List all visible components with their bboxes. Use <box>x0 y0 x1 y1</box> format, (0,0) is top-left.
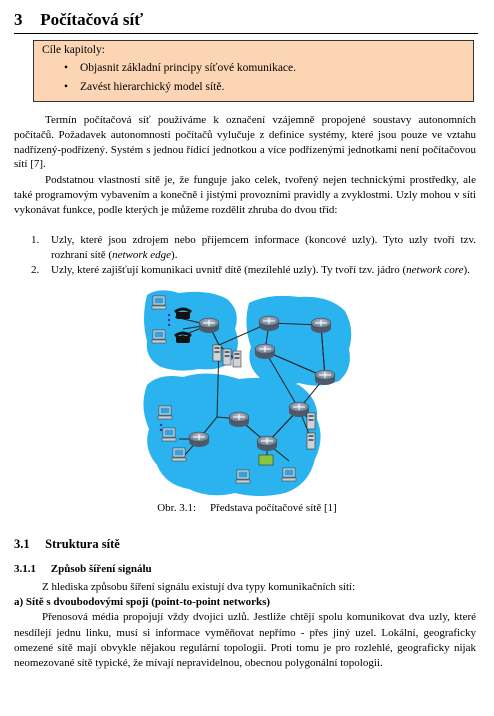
router-icon <box>311 318 331 333</box>
router-icon <box>259 316 279 331</box>
server-icon <box>233 351 241 367</box>
goals-label: Cíle kapitoly: <box>42 44 105 56</box>
computer-icon <box>172 448 186 461</box>
chapter-rule <box>14 33 478 34</box>
paragraph-text: Z hlediska způsobu šíření signálu existují dva typy komunikačních sítí: <box>42 581 356 593</box>
section-number: 3.1 <box>14 537 30 551</box>
subsection-title: Způsob šíření signálu <box>50 563 152 575</box>
network-figure <box>139 289 355 499</box>
paragraph-text: Přenosová média propojují vždy dvojici uzlů. Jestliže chtějí spolu komunikovat dva uzly, které nesdílejí jednu linku, musí si informace vyměňovat nepřímo - přes jiný uzel. Lokální, geograficky omezené sítě mají obvykle nějakou regulární topologii. Proti tomu je pro rozlehlé, geograficky nijak neomezované sítě typické, že mívají nepravidelnou, obecnou polygonální topologii. <box>14 611 476 670</box>
chapter-goals-box <box>33 40 474 102</box>
list-text: Uzly, které jsou zdrojem nebo příjemcem informace (koncové uzly). Tyto uzly tvoří tzv. rozhraní sítě ( <box>51 234 476 261</box>
chapter-title: Počítačová síť <box>40 10 144 29</box>
router-icon <box>289 402 309 417</box>
server-icon <box>213 345 221 361</box>
server-icon <box>223 349 231 365</box>
list-number: 2. <box>31 263 40 276</box>
router-icon <box>189 432 209 447</box>
phone-icon <box>175 309 191 319</box>
list-item: 1. Uzly, které jsou zdrojem nebo příjemcem informace (koncové uzly). Tyto uzly tvoří tzv. rozhraní sítě (network edge). <box>31 234 476 261</box>
section-heading <box>14 537 120 552</box>
router-icon <box>199 318 219 333</box>
paragraph-text: Termín počítačová síť používáme k označení vzájemně propojené soustavy autonomních počítačů. Požadavek autonomnosti počítačů vylučuje z definice systémy, které jsou pouze ve vztahu nadřízený-podřízený. Systém s jednou řídicí jednotkou a více podřízenými jednotkami není počítačovou sítí [7]. <box>14 114 476 171</box>
server-icon <box>307 433 315 449</box>
computer-icon <box>158 406 172 419</box>
goal-item: • Objasnit základní principy síťové komunikace. <box>34 59 296 78</box>
network-cloud-right <box>246 296 351 386</box>
figure-caption <box>0 502 494 514</box>
goals-list <box>34 59 296 97</box>
computer-icon <box>162 428 176 441</box>
paragraph-definition <box>14 113 476 172</box>
subsection-number: 3.1.1 <box>14 563 36 575</box>
list-text: Uzly, které zajišťují komunikaci uvnitř dítě (mezilehlé uzly). Ty tvoří tzv. jádro ( <box>51 263 407 276</box>
goal-item: • Zavést hierarchický model sítě. <box>34 78 296 97</box>
subsection-heading <box>14 563 152 575</box>
list-term: network core <box>406 263 464 276</box>
laptop-icon <box>236 470 250 483</box>
paragraph-subheading: a) Sítě s dvoubodovými spoji (point-to-point networks) <box>14 596 271 609</box>
access-point-icon <box>259 455 273 465</box>
computer-icon <box>152 296 166 309</box>
node-class-list <box>14 233 476 277</box>
router-icon <box>315 370 335 385</box>
section-title: Struktura sítě <box>45 537 120 551</box>
list-term: network edge <box>112 248 172 261</box>
router-icon <box>255 344 275 359</box>
chapter-heading <box>14 10 143 30</box>
chapter-number: 3 <box>14 10 23 29</box>
computer-icon <box>152 330 166 343</box>
laptop-icon <box>282 468 296 481</box>
router-icon <box>257 436 277 451</box>
caption-text: Představa počítačové sítě [1] <box>210 502 337 514</box>
phone-icon <box>175 333 191 343</box>
router-icon <box>229 412 249 427</box>
caption-label: Obr. 3.1: <box>157 502 197 514</box>
list-item: 2. Uzly, které zajišťují komunikaci uvnitř dítě (mezilehlé uzly). Ty tvoří tzv. jádro (network core). <box>31 263 470 276</box>
server-icon <box>307 413 315 429</box>
paragraph-text: Podstatnou vlastností sítě je, že funguje jako celek, tvořený nejen technickými prostředky, ale také programovým vybavením a konečně i jistými provozními pravidly a zvyklostmi. Uzly mohou v síti vykonávat funkce, podle kterých je můžeme rozdělit zhruba do dvou tříd: <box>14 174 476 216</box>
section-body <box>14 580 476 671</box>
paragraph-nodes <box>14 173 476 217</box>
list-number: 1. <box>31 234 40 246</box>
